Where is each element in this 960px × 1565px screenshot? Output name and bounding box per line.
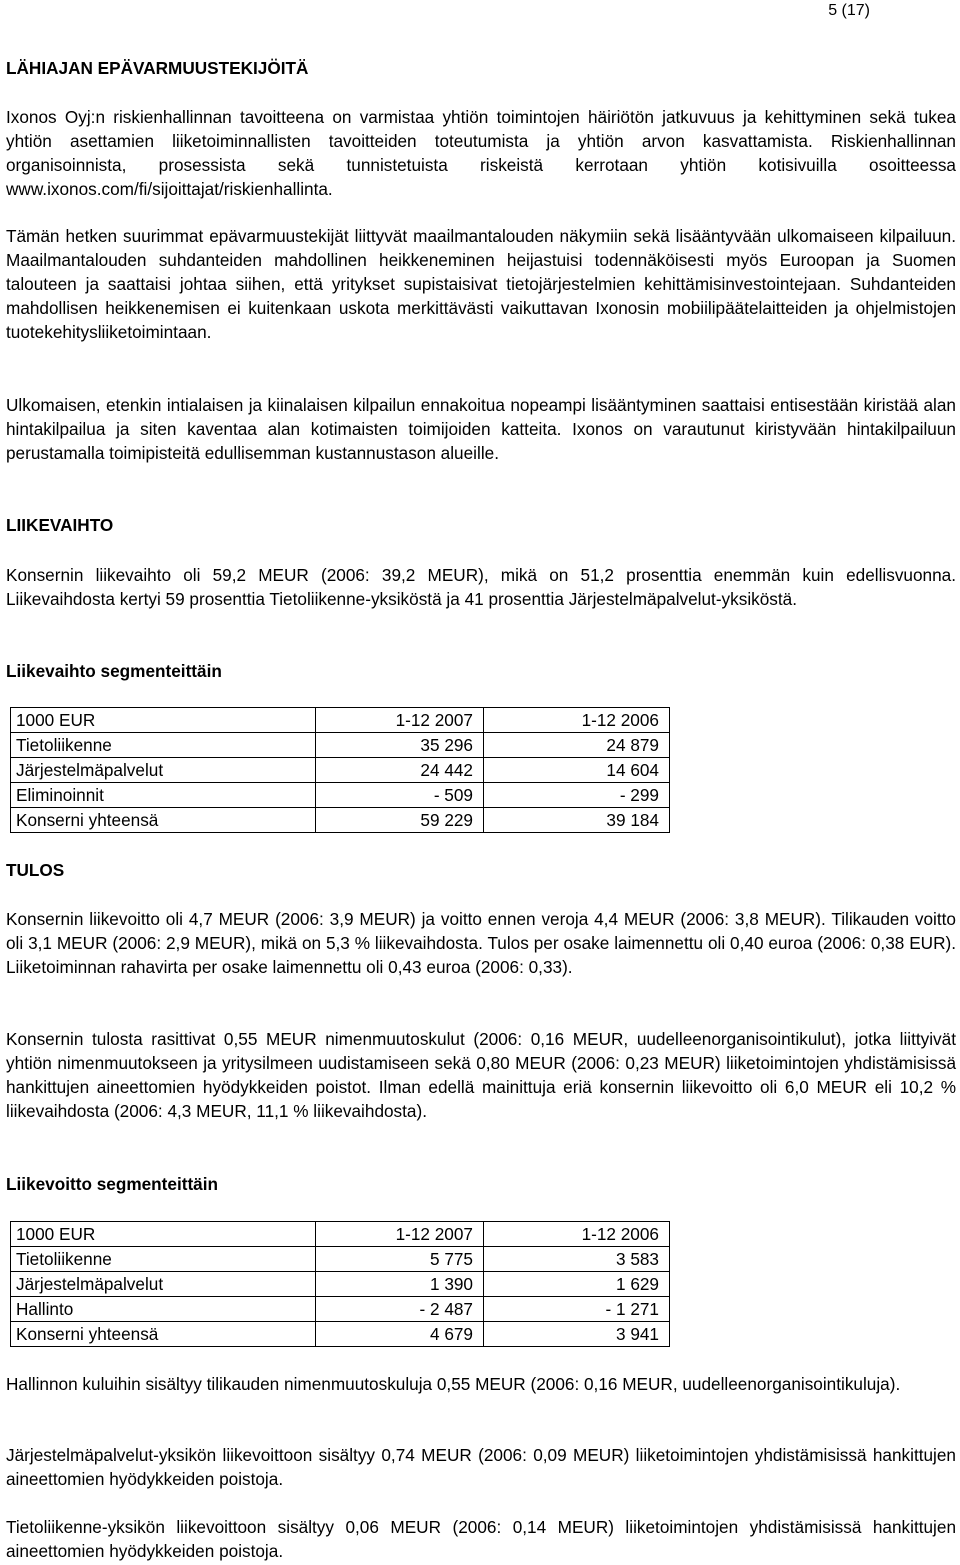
section-heading-result <box>6 858 956 882</box>
table-cell: 1-12 2006 <box>484 1222 670 1247</box>
table-cell: 1 629 <box>484 1272 670 1297</box>
paragraph-text: Konsernin liikevaihto oli 59,2 MEUR (2006: 39,2 MEUR), mikä on 51,2 prosenttia enemmän kuin edellisvuonna. Liikevaihdosta kertyi 59 prosenttia Tietoliikenne-yksiköstä ja 41 prosenttia Järjestelmäpalvelut-yksiköstä. <box>6 565 956 609</box>
table-cell: Järjestelmäpalvelut <box>11 758 316 783</box>
heading-text: Liikevoitto segmenteittäin <box>6 1174 219 1194</box>
table-cell: Järjestelmäpalvelut <box>11 1272 316 1297</box>
table-cell: - 299 <box>484 783 670 808</box>
paragraph-text: Tietoliikenne-yksikön liikevoittoon sisältyy 0,06 MEUR (2006: 0,14 MEUR) liiketoimintojen yhdistämisissä hankittujen aineettomien hyödykkeiden poistoja. <box>6 1517 956 1561</box>
table-cell: 1000 EUR <box>11 708 316 733</box>
table-row <box>11 1272 670 1297</box>
table-cell: 5 775 <box>316 1247 484 1272</box>
table-cell: 1-12 2007 <box>316 1222 484 1247</box>
table-cell: - 509 <box>316 783 484 808</box>
paragraph-text: Hallinnon kuluihin sisältyy tilikauden nimenmuutoskuluja 0,55 MEUR (2006: 0,16 MEUR, uudelleenorganisointikuluja). <box>6 1374 901 1394</box>
table-cell: 1000 EUR <box>11 1222 316 1247</box>
table-cell: Tietoliikenne <box>11 1247 316 1272</box>
table-cell: 3 583 <box>484 1247 670 1272</box>
paragraph-telecom <box>6 1515 956 1563</box>
heading-text: Liikevaihto segmenteittäin <box>6 661 222 681</box>
revenue-segments-table <box>10 707 670 833</box>
table-header-row <box>11 708 670 733</box>
paragraph-system-services <box>6 1443 956 1491</box>
table-cell: Tietoliikenne <box>11 733 316 758</box>
table-row <box>11 1247 670 1272</box>
section-heading-revenue <box>6 513 956 537</box>
paragraph-uncertainties <box>6 224 956 344</box>
paragraph-costs <box>6 1027 956 1123</box>
table-cell: 59 229 <box>316 808 484 833</box>
paragraph-risk-management <box>6 105 956 201</box>
table-cell: - 2 487 <box>316 1297 484 1322</box>
profit-segments-table <box>10 1221 670 1347</box>
table-row <box>11 758 670 783</box>
subheading-profit-segments <box>6 1172 956 1196</box>
table-row <box>11 1322 670 1347</box>
table-row <box>11 733 670 758</box>
page-number: 5 (17) <box>828 2 870 19</box>
table-cell: 4 679 <box>316 1322 484 1347</box>
heading-text: LIIKEVAIHTO <box>6 515 114 535</box>
table-cell: 14 604 <box>484 758 670 783</box>
table-row <box>11 783 670 808</box>
table-cell: 1-12 2007 <box>316 708 484 733</box>
paragraph-text: Ulkomaisen, etenkin intialaisen ja kiinalaisen kilpailun ennakoitua nopeampi lisääntyminen saattaisi entisestään kiristää alan hintakilpailua ja siten kaventaa alan kotimaisten toimijoiden katteita. Ixonos on varautunut kiristyvään hintakilpailuun perustamalla toimipisteitä edullisemman kustannustason alueille. <box>6 395 956 463</box>
table-cell: Konserni yhteensä <box>11 808 316 833</box>
table-cell: Hallinto <box>11 1297 316 1322</box>
paragraph-text: Järjestelmäpalvelut-yksikön liikevoittoon sisältyy 0,74 MEUR (2006: 0,09 MEUR) liiketoimintojen yhdistämisissä hankittujen aineettomien hyödykkeiden poistoja. <box>6 1445 956 1489</box>
table-cell: 35 296 <box>316 733 484 758</box>
paragraph-text: Ixonos Oyj:n riskienhallinnan tavoitteena on varmistaa yhtiön toimintojen häiriötön jatkuvuus ja kehittyminen sekä tukea yhtiön asettamien liiketoiminnallisten tavoitteiden toteutumista ja yhtiön arvon kasvattamista. Riskienhallinnan organisoinnista, prosessista sekä tunnistetuista riskeistä kerrotaan yhtiön kotisivuilla osoitteessa www.ixonos.com/fi/sijoittajat/riskienhallinta. <box>6 107 956 199</box>
paragraph-text: Konsernin tulosta rasittivat 0,55 MEUR nimenmuutoskulut (2006: 0,16 MEUR, uudelleenorganisointikulut), jotka liittyivät yhtiön nimenmuutokseen ja yritysilmeen uudistamiseen sekä 0,80 MEUR (2006: 0,23 MEUR) liiketoimintojen yhdistämisissä hankittujen aineettomien hyödykkeiden poistot. Ilman edellä mainittuja eriä konsernin liikevoitto oli 6,0 MEUR eli 10,2 % liikevaihdosta (2006: 4,3 MEUR, 11,1 % liikevaihdosta). <box>6 1029 956 1121</box>
table-cell: 24 879 <box>484 733 670 758</box>
paragraph-competition <box>6 393 956 465</box>
paragraph-admin-costs <box>6 1372 956 1396</box>
paragraph-revenue <box>6 563 956 611</box>
subheading-revenue-segments <box>6 659 956 683</box>
table-header-row <box>11 1222 670 1247</box>
table-cell: Eliminoinnit <box>11 783 316 808</box>
table-cell: Konserni yhteensä <box>11 1322 316 1347</box>
table-cell: 1-12 2006 <box>484 708 670 733</box>
table-row <box>11 1297 670 1322</box>
section-heading-risks <box>6 56 956 80</box>
table-cell: - 1 271 <box>484 1297 670 1322</box>
table-row <box>11 808 670 833</box>
table-cell: 3 941 <box>484 1322 670 1347</box>
paragraph-text: Konsernin liikevoitto oli 4,7 MEUR (2006: 3,9 MEUR) ja voitto ennen veroja 4,4 MEUR (2006: 3,8 MEUR). Tilikauden voitto oli 3,1 MEUR (2006: 2,9 MEUR), mikä on 5,3 % liikevaihdosta. Tulos per osake laimennettu oli 0,40 euroa (2006: 0,38 EUR). Liiketoiminnan rahavirta per osake laimennettu oli 0,43 euroa (2006: 0,33). <box>6 909 956 977</box>
paragraph-operating-profit <box>6 907 956 979</box>
table-cell: 24 442 <box>316 758 484 783</box>
table-cell: 1 390 <box>316 1272 484 1297</box>
table-cell: 39 184 <box>484 808 670 833</box>
heading-text: LÄHIAJAN EPÄVARMUUSTEKIJÖITÄ <box>6 58 309 78</box>
paragraph-text: Tämän hetken suurimmat epävarmuustekijät liittyvät maailmantalouden näkymiin sekä lisääntyvään ulkomaiseen kilpailuun. Maailmantalouden suhdanteiden mahdollinen heikkeneminen heijastuisi todennäköisesti myös Euroopan ja Suomen talouteen ja saattaisi johtaa siihen, että yritykset supistaisivat tietojärjestelmien kehittämisinvestointejaan. Suhdanteiden mahdollisen heikkenemisen ei kuitenkaan uskota merkittävästi vaikuttavan Ixonosin mobiilipäätelaitteiden ja ohjelmistojen tuotekehitysliiketoimintaan. <box>6 226 956 342</box>
heading-text: TULOS <box>6 860 65 880</box>
